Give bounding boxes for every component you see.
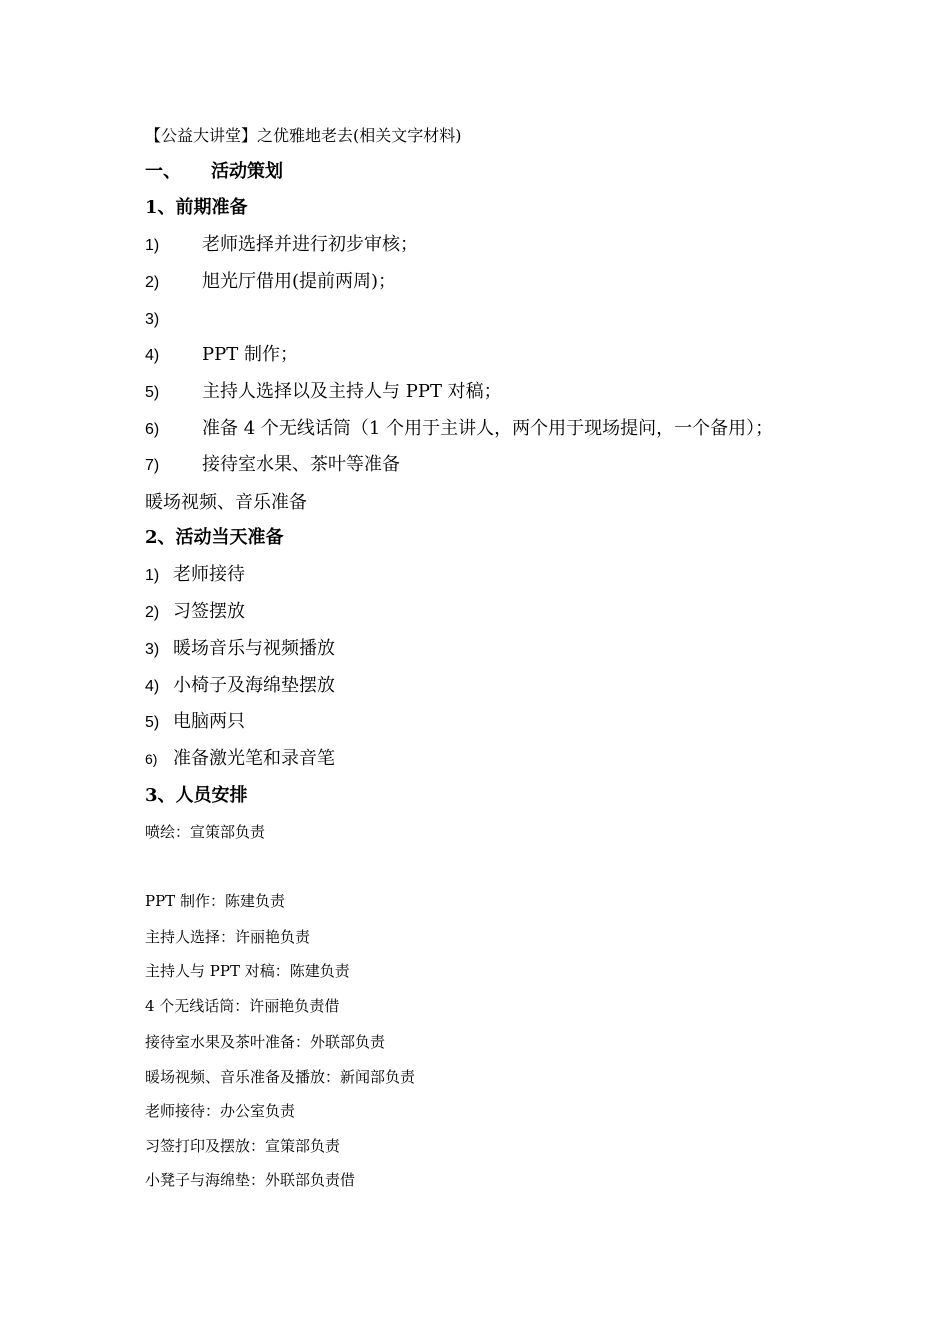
assignment-line: 小凳子与海绵垫：外联部负责借 (145, 1171, 356, 1189)
list-number: 6) (145, 751, 158, 767)
list-text: 旭光厅借用(提前两周)； (202, 271, 397, 292)
list-number: 1) (145, 237, 160, 254)
list-number: 4) (145, 678, 160, 695)
assignment-line: 喷绘：宣策部负责 (145, 823, 266, 841)
list-number: 1) (145, 567, 160, 584)
list-number: 5) (145, 714, 160, 731)
list-text: 暖场音乐与视频播放 (173, 638, 335, 659)
assignment-line: 主持人与 PPT 对稿：陈建负责 (145, 962, 350, 980)
document-title: 【公益大讲堂】之优雅地老去(相关文字材料) (145, 126, 462, 145)
list-number: 5) (145, 384, 160, 401)
list-item (145, 310, 202, 328)
list-number: 3) (145, 311, 160, 328)
list-text: 老师接待 (173, 564, 245, 585)
section-number: 一、 (145, 161, 181, 182)
list-item (145, 456, 400, 474)
section-title: 活动策划 (211, 161, 283, 182)
assignment-line: 老师接待：办公室负责 (145, 1102, 296, 1120)
section-heading (145, 163, 283, 181)
list-text: 小椅子及海绵垫摆放 (173, 675, 335, 696)
list-item (145, 750, 335, 768)
list-text: PPT 制作； (202, 344, 298, 365)
list-text: 准备 4 个无线话筒（1 个用于主讲人，两个用于现场提问，一个备用）； (202, 418, 774, 439)
part1-heading: 1、前期准备 (145, 197, 248, 218)
list-text: 电脑两只 (173, 711, 245, 732)
list-item (145, 420, 773, 438)
list-item (145, 346, 298, 364)
list-text: 主持人选择以及主持人与 PPT 对稿； (202, 381, 502, 402)
part3-heading: 3、人员安排 (145, 785, 248, 806)
list-item (145, 236, 418, 254)
assignment-line: 暖场视频、音乐准备及播放：新闻部负责 (145, 1068, 416, 1086)
assignment-line: 习签打印及摆放：宣策部负责 (145, 1137, 341, 1155)
list-number: 2) (145, 274, 160, 291)
list-item (145, 273, 396, 291)
list-text: 接待室水果、茶叶等准备 (202, 454, 400, 475)
paragraph: 暖场视频、音乐准备 (145, 492, 307, 513)
part2-heading: 2、活动当天准备 (145, 527, 284, 548)
list-item (145, 713, 245, 731)
assignment-line: 4 个无线话筒：许丽艳负责借 (145, 997, 340, 1015)
list-number: 4) (145, 347, 160, 364)
assignment-line: PPT 制作：陈建负责 (145, 892, 285, 910)
list-item (145, 603, 245, 621)
list-number: 3) (145, 641, 160, 658)
assignment-line: 接待室水果及茶叶准备：外联部负责 (145, 1033, 386, 1051)
list-item (145, 383, 502, 401)
list-item (145, 566, 245, 584)
list-text: 老师选择并进行初步审核； (202, 234, 418, 255)
list-number: 6) (145, 421, 160, 438)
list-item (145, 640, 335, 658)
list-text: 习签摆放 (173, 601, 245, 622)
list-text: 准备激光笔和录音笔 (173, 748, 335, 769)
list-number: 2) (145, 604, 160, 621)
list-item (145, 677, 335, 695)
assignment-line: 主持人选择：许丽艳负责 (145, 928, 311, 946)
list-number: 7) (145, 457, 160, 474)
